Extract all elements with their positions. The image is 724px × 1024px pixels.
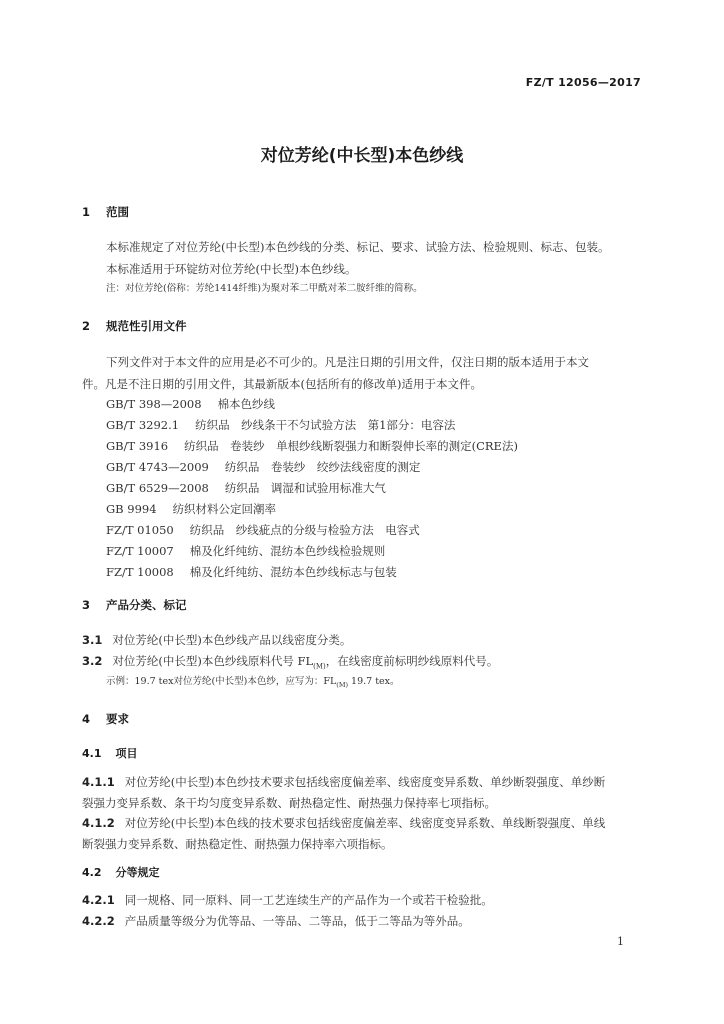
reference-item: [106, 501, 276, 517]
clause-number: 3.2: [82, 654, 103, 668]
section-4-heading: [82, 711, 129, 727]
reference-code: GB/T 3916: [106, 439, 169, 453]
reference-title: 纺织品 纱线条干不匀试验方法 第1部分：电容法: [195, 418, 456, 432]
example-text: 19.7 tex。: [348, 676, 400, 687]
section-title: 规范性引用文件: [106, 319, 187, 333]
clause-text: 对位芳纶(中长型)本色线的技术要求包括线密度偏差率、线密度变异系数、单线断裂强度、单线: [124, 816, 606, 830]
clause-3-2: [82, 653, 498, 670]
clause-number: 3.1: [82, 633, 103, 647]
section-title: 要求: [106, 712, 130, 726]
paragraph: 本标准规定了对位芳纶(中长型)本色纱线的分类、标记、要求、试验方法、检验规则、标志、包装。: [106, 240, 610, 254]
reference-item: [106, 480, 386, 496]
clause-number: 4.1.1: [82, 775, 115, 789]
clause-number: 4.1.2: [82, 816, 115, 830]
section-title: 产品分类、标记: [106, 598, 187, 612]
subsection-number: 4.2: [82, 866, 102, 879]
reference-title: 棉及化纤纯纺、混纺本色纱线标志与包装: [189, 565, 397, 579]
clause-text: 同一规格、同一原料、同一工艺连续生产的产品作为一个或若干检验批。: [124, 893, 493, 907]
example: [106, 673, 400, 689]
reference-code: GB/T 3292.1: [106, 418, 180, 432]
note: 注：对位芳纶(俗称：芳纶1414纤维)为聚对苯二甲酰对苯二胺纤维的简称。: [106, 283, 423, 294]
document-title: 对位芳纶(中长型)本色纱线: [260, 146, 464, 166]
reference-title: 纺织材料公定回潮率: [172, 502, 277, 516]
section-1-heading: [82, 204, 129, 220]
clause-text: 对位芳纶(中长型)本色纱技术要求包括线密度偏差率、线密度变异系数、单纱断裂强度、单纱断: [124, 775, 606, 789]
clause-4-2-2: [82, 913, 470, 929]
clause-number: 4.2.2: [82, 914, 115, 928]
reference-title: 纺织品 卷装纱 单根纱线断裂强力和断裂伸长率的测定(CRE法): [184, 439, 518, 453]
example-text: 示例：19.7 tex对位芳纶(中长型)本色纱，应写为：FL: [106, 676, 337, 687]
reference-title: 棉本色纱线: [217, 397, 276, 411]
reference-code: FZ/T 10007: [106, 544, 174, 558]
reference-code: FZ/T 01050: [106, 523, 174, 537]
standard-number: FZ/T 12056—2017: [525, 76, 641, 89]
subsection-title: 项目: [115, 747, 138, 760]
clause-text: 对位芳纶(中长型)本色纱线产品以线密度分类。: [112, 633, 352, 647]
reference-item: [106, 417, 455, 433]
reference-item: [106, 564, 397, 580]
section-number: 4: [82, 712, 91, 726]
reference-title: 纺织品 调湿和试验用标准大气: [224, 481, 386, 495]
subsection-4-1-heading: [82, 745, 138, 761]
reference-item: [106, 522, 420, 538]
paragraph: 断裂强力变异系数、耐热稳定性、耐热强力保持率六项指标。: [82, 837, 393, 851]
section-number: 2: [82, 319, 91, 333]
section-2-heading: [82, 318, 187, 334]
clause-text: ，在线密度前标明纱线原料代号。: [325, 654, 499, 668]
section-3-heading: [82, 597, 187, 613]
reference-code: GB/T 4743—2009: [106, 460, 209, 474]
subsection-title: 分等规定: [115, 866, 160, 879]
section-number: 1: [82, 205, 91, 219]
clause-text: 产品质量等级分为优等品、一等品、二等品，低于二等品为等外品。: [124, 914, 470, 928]
section-title: 范围: [106, 205, 130, 219]
reference-code: FZ/T 10008: [106, 565, 174, 579]
subsection-number: 4.1: [82, 747, 102, 760]
clause-4-1-2: [82, 815, 605, 831]
reference-code: GB/T 6529—2008: [106, 481, 209, 495]
reference-code: GB/T 398—2008: [106, 397, 202, 411]
clause-4-2-1: [82, 892, 493, 908]
clause-text: 对位芳纶(中长型)本色纱线原料代号 FL: [112, 654, 314, 668]
paragraph: 件。凡是不注日期的引用文件，其最新版本(包括所有的修改单)适用于本文件。: [82, 377, 482, 391]
paragraph: 本标准适用于环锭纺对位芳纶(中长型)本色纱线。: [106, 262, 357, 276]
page-number: 1: [617, 935, 624, 948]
reference-title: 纺织品 卷装纱 绞纱法线密度的测定: [224, 460, 421, 474]
reference-title: 棉及化纤纯纺、混纺本色纱线检验规则: [189, 544, 386, 558]
clause-number: 4.2.1: [82, 893, 115, 907]
reference-code: GB 9994: [106, 502, 157, 516]
paragraph: 下列文件对于本文件的应用是必不可少的。凡是注日期的引用文件，仅注日期的版本适用于本文: [106, 355, 589, 369]
reference-item: [106, 543, 385, 559]
example-subscript: (M): [336, 680, 349, 689]
clause-subscript: (M): [313, 662, 326, 671]
reference-item: [106, 396, 275, 412]
section-number: 3: [82, 598, 91, 612]
subsection-4-2-heading: [82, 864, 160, 880]
paragraph: 裂强力变异系数、条干均匀度变异系数、耐热稳定性、耐热强力保持率七项指标。: [82, 796, 496, 810]
clause-4-1-1: [82, 774, 605, 790]
reference-item: [106, 459, 420, 475]
reference-item: [106, 438, 518, 454]
clause-3-1: [82, 632, 351, 648]
reference-title: 纺织品 纱线疵点的分级与检验方法 电容式: [189, 523, 420, 537]
